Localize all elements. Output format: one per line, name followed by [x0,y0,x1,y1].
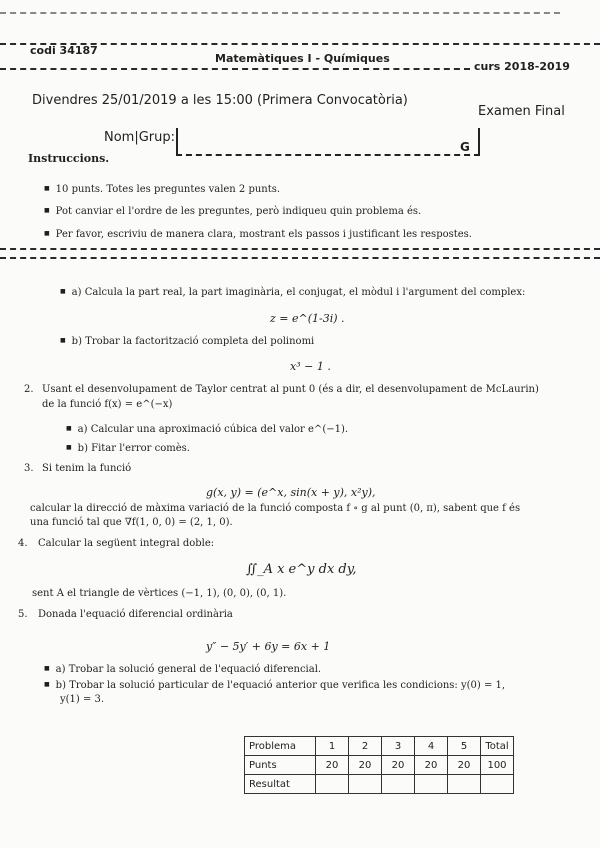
academic-year: curs 2018-2019 [474,60,570,73]
corner-mark: G [460,140,470,154]
grades-header-cell: 5 [448,737,481,756]
subject-title: Matemàtiques I - Químiques [215,52,390,65]
p5-part-a: ■ a) Trobar la solució general de l'equació diferencial. [44,664,321,675]
p1-equation-b: x³ − 1 . [290,360,331,373]
p3-number: 3. [24,463,34,474]
p2-text: de la funció f(x) = e^(−x) [42,399,173,410]
grades-result-cell[interactable] [382,775,415,794]
p3-text: Si tenim la funció [42,463,132,474]
grades-points-cell: 20 [349,756,382,775]
grades-points-row [245,756,514,775]
grades-points-cell: 20 [316,756,349,775]
p5-equation: y″ − 5y′ + 6y = 6x + 1 [206,640,331,653]
grades-result-cell[interactable] [415,775,448,794]
instruction-item: ■ Pot canviar el l'ordre de les preguntes, però indiqueu quin problema és. [44,206,421,217]
p5-part-b-continued: y(1) = 3. [60,694,105,705]
grades-points-cell: 20 [448,756,481,775]
p4-number: 4. [18,538,28,549]
top-dashed-line [0,12,560,14]
grades-result-cell[interactable] [349,775,382,794]
grades-header-cell: 4 [415,737,448,756]
p3-equation: g(x, y) = (e^x, sin(x + y), x²y), [206,486,376,499]
instructions-title: Instruccions. [28,152,110,165]
name-group-label: Nom|Grup: [104,130,176,145]
p4-text: sent A el triangle de vèrtices (−1, 1), (0, 0), (0, 1). [32,588,287,599]
instruction-item: ■ 10 punts. Totes les preguntes valen 2 punts. [44,184,280,195]
header-bottom-rule [0,68,470,70]
grades-result-row [245,775,514,794]
grades-result-cell[interactable] [316,775,349,794]
p3-text: una funció tal que ∇f(1, 0, 0) = (2, 1, 0). [30,517,233,528]
p1-equation-a: z = e^(1-3i) . [270,312,345,325]
grades-header-cell: 3 [382,737,415,756]
p2-part-a: ■ a) Calcular una aproximació cúbica del valor e^(−1). [66,424,348,435]
p3-text: calcular la direcció de màxima variació de la funció composta f ∘ g al punt (0, π), sabent que f és [30,503,521,514]
p4-text: Calcular la següent integral doble: [38,538,215,549]
p2-text: Usant el desenvolupament de Taylor centrat al punt 0 (és a dir, el desenvolupament de McLaurin) [42,384,539,395]
grades-result-cell[interactable] [481,775,514,794]
grades-header-cell: 2 [349,737,382,756]
grades-result-cell[interactable] [448,775,481,794]
p4-equation: ∬_A x e^y dx dy, [246,562,357,577]
instructions-separator [0,257,600,259]
instruction-item: ■ Per favor, escriviu de manera clara, mostrant els passos i justificant les respostes. [44,229,472,240]
instructions-separator [0,248,600,250]
grades-points-cell: 20 [415,756,448,775]
p1-part-a: ■ a) Calcula la part real, la part imaginària, el conjugat, el mòdul i l'argument del complex: [60,287,525,298]
grades-points-cell: 100 [481,756,514,775]
grades-table [244,736,514,794]
grades-points-cell: 20 [382,756,415,775]
name-group-field[interactable] [176,128,480,156]
course-code: codi 34187 [30,44,98,57]
exam-date: Divendres 25/01/2019 a les 15:00 (Primera Convocatòria) [32,93,408,108]
p1-part-b: ■ b) Trobar la factorització completa del polinomi [60,336,314,347]
p5-text: Donada l'equació diferencial ordinària [38,609,233,620]
exam-type: Examen Final [478,104,565,119]
p5-part-b: ■ b) Trobar la solució particular de l'equació anterior que verifica les condicions: y(0) = 1, [44,680,505,691]
grades-row-label: Punts [245,756,316,775]
grades-header-cell: Problema [245,737,316,756]
p2-number: 2. [24,384,34,395]
grades-header-row [245,737,514,756]
p5-number: 5. [18,609,28,620]
grades-row-label: Resultat [245,775,316,794]
p2-part-b: ■ b) Fitar l'error comès. [66,443,190,454]
grades-header-cell: 1 [316,737,349,756]
grades-header-cell: Total [481,737,514,756]
